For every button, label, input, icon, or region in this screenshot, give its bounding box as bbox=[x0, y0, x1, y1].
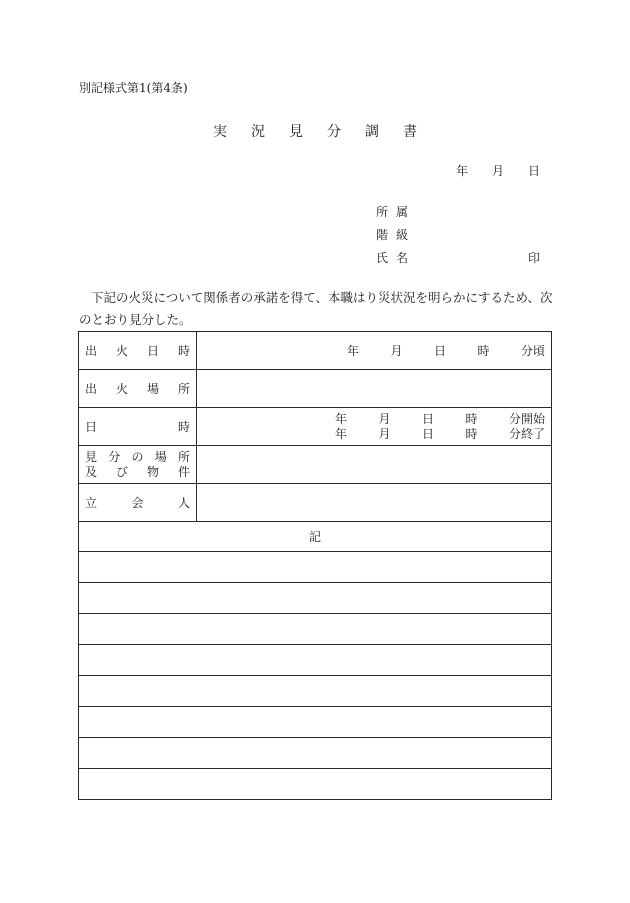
datetime-label: 日 時 bbox=[79, 408, 197, 446]
record-line bbox=[79, 738, 552, 769]
rank-label: 階級 bbox=[376, 228, 417, 242]
month-label: 月 bbox=[491, 164, 504, 178]
date-line bbox=[456, 162, 540, 179]
seal-mark: 印 bbox=[528, 251, 541, 265]
record-line bbox=[79, 614, 552, 645]
record-line bbox=[79, 552, 552, 583]
start-time: 年 月 日 時 分開始 bbox=[335, 411, 545, 426]
record-line-cell[interactable] bbox=[79, 614, 552, 645]
record-line bbox=[79, 676, 552, 707]
record-line-cell[interactable] bbox=[79, 769, 552, 800]
record-line-cell[interactable] bbox=[79, 707, 552, 738]
record-line-cell[interactable] bbox=[79, 552, 552, 583]
inspection-row bbox=[79, 446, 552, 484]
affiliation-row bbox=[376, 203, 416, 220]
affiliation-label: 所属 bbox=[376, 205, 417, 219]
fire-location-row bbox=[79, 370, 552, 408]
datetime-row bbox=[79, 408, 552, 446]
fire-location-label: 出 火 場 所 bbox=[79, 370, 197, 408]
record-line-cell[interactable] bbox=[79, 738, 552, 769]
datetime-value[interactable] bbox=[197, 408, 552, 446]
document-title: 実況見分調書 bbox=[213, 124, 441, 140]
inspection-value[interactable] bbox=[197, 446, 552, 484]
fire-datetime-row bbox=[79, 332, 552, 370]
name-row bbox=[376, 249, 416, 266]
name-label: 氏名 bbox=[376, 251, 417, 265]
year-label: 年 bbox=[455, 164, 468, 178]
record-line bbox=[79, 707, 552, 738]
fire-datetime-label: 出 火 日 時 bbox=[79, 332, 197, 370]
record-line-cell[interactable] bbox=[79, 583, 552, 614]
day-label: 日 bbox=[527, 164, 540, 178]
witness-value[interactable] bbox=[197, 484, 552, 522]
fire-datetime-value[interactable]: 年 月 日 時 分頃 bbox=[197, 332, 552, 370]
witness-row bbox=[79, 484, 552, 522]
form-number: 別記様式第1(第4条) bbox=[79, 81, 188, 95]
record-line bbox=[79, 645, 552, 676]
fire-location-value[interactable] bbox=[197, 370, 552, 408]
rank-row bbox=[376, 226, 416, 243]
record-line-cell[interactable] bbox=[79, 645, 552, 676]
record-line bbox=[79, 583, 552, 614]
end-time: 年 月 日 時 分終了 bbox=[335, 426, 545, 441]
record-line bbox=[79, 769, 552, 800]
record-heading: 記 bbox=[79, 522, 552, 552]
record-heading-row bbox=[79, 522, 552, 552]
inspection-label: 見 分 の 場 所 及 び 物 件 bbox=[79, 446, 197, 484]
inspection-form-table bbox=[78, 331, 552, 800]
record-line-cell[interactable] bbox=[79, 676, 552, 707]
witness-label: 立 会 人 bbox=[79, 484, 197, 522]
intro-text: 下記の火災について関係者の承諾を得て、本職はり災状況を明らかにするため、次のとおり見分した。 bbox=[79, 290, 553, 327]
